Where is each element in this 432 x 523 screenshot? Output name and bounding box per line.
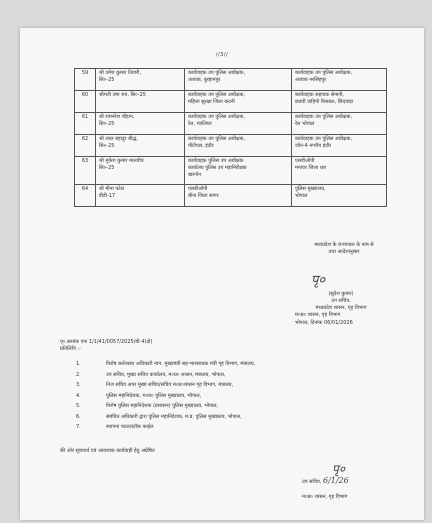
new-posting: कार्यवाहक उप पुलिस अधीक्षक, रेल भोपाल xyxy=(292,113,387,135)
officer-name: श्री लाल बहादुर बौद्ध, सि०-25 xyxy=(96,135,185,157)
serial-no: 61 xyxy=(75,113,96,135)
distribution-list xyxy=(76,361,396,435)
current-posting: एसडीओपी बीना जिला सागर xyxy=(185,185,292,207)
serial-no: 64 xyxy=(75,185,96,207)
table-row xyxy=(75,135,387,157)
new-posting: पुलिस मुख्यालय, भोपाल xyxy=(292,185,387,207)
table-row xyxy=(75,185,387,207)
current-posting: कार्यवाहक उप पुलिस अधीक्षक, रेल, ग्वालियर xyxy=(185,113,292,135)
signature-date xyxy=(302,476,349,485)
current-posting: कार्यवाहक उप पुलिस अधीक्षक, महिला सुरक्षा जिला कटनी xyxy=(185,91,292,113)
list-item: 1. विशेष कर्तव्यस्थ अधिकारी मान. मुख्यमंत्री सह-भारसाधक मंत्री गृह विभाग, मंत्रालय, xyxy=(76,361,256,367)
signatory-designation: उप सचिव, xyxy=(331,298,351,304)
signatory-name: (सुदेश कुमार) xyxy=(328,291,354,297)
date-line: भोपाल, दिनांक 06/01/2026 xyxy=(295,320,353,326)
signatory-dept: मध्यप्रदेश शासन, गृह विभाग xyxy=(315,305,367,311)
new-posting: कार्यवाहक सहायक सेनानी, छठवीं वाहिनी विसबल, छिंदवाड़ा xyxy=(292,91,387,113)
department-line: म०प्र० शासन, गृह विभाग xyxy=(302,494,348,500)
current-posting: कार्यवाहक उप पुलिस अधीक्षक, पीटीएस, इंदौर xyxy=(185,135,292,157)
current-posting: कार्यवाहक उप पुलिस अधीक्षक, अजाक, बुरहानपुर xyxy=(185,69,292,91)
table-row xyxy=(75,157,387,185)
copy-to-label: प्रतिलिपि :- xyxy=(60,346,81,352)
list-item: 2. उप सचिव, मुख्य सचिव कार्यालय, म०प्र० शासन, मंत्रालय, भोपाल, xyxy=(76,371,226,378)
endorsement-number: पृ० क्रमांक एफ 1/1/41/0057/2025/बी-4(दो) xyxy=(60,339,153,345)
table-row xyxy=(75,69,387,91)
officer-name: श्री उमेश कुमार तिवारी, सि०-25 xyxy=(96,69,185,91)
order-authority: मध्यप्रदेश के राज्यपाल के नाम से तथा आदेशानुसार xyxy=(314,242,374,255)
signature: पृ० xyxy=(311,273,326,288)
list-item: 6. संबंधित अधिकारी द्वारा पुलिस महानिदेशक, म.प्र. पुलिस मुख्यालय, भोपाल, xyxy=(76,413,242,420)
transfer-table xyxy=(74,68,387,207)
officer-name: श्री मुकेश कुमार मालवीय सि०-25 xyxy=(96,157,185,185)
list-item: 3. निज सचिव अपर मुख्य सचिव/सचिव म०प्र०शासन गृह विभाग, मंत्रालय, xyxy=(76,382,234,388)
serial-no: 60 xyxy=(75,91,96,113)
handwritten-date: 6/1/26 xyxy=(322,476,349,485)
serial-no: 59 xyxy=(75,69,96,91)
current-posting: कार्यवाहक पुलिस उप अधीक्षक कार्यालय पुलिस उप महानिरीक्षक खरगोन xyxy=(185,157,292,185)
designation-label: उप सचिव, xyxy=(302,479,322,485)
list-item: 7. स्थापना पटल/स्टॉक फाईल xyxy=(76,424,154,430)
new-posting: कार्यवाहक उप पुलिस अधीक्षक, अजाक नरसिंहपुर xyxy=(292,69,387,91)
page-number: //3// xyxy=(215,52,229,58)
officer-name: श्री मीना पटेल डीडी-17 xyxy=(96,185,185,207)
new-posting: एसडीओपी मनावर जिला धार xyxy=(292,157,387,185)
document-page xyxy=(20,28,424,520)
signature: पृ० xyxy=(332,462,346,476)
table-row xyxy=(75,91,387,113)
list-item: 4. पुलिस महानिदेशक, म०प्र० पुलिस मुख्यालय, भोपाल, xyxy=(76,392,202,399)
officer-name: श्री रामनरेश चौहान, सि०-25 xyxy=(96,113,185,135)
officer-name: श्रीमती उषा राय, सि०-25 xyxy=(96,91,185,113)
department-line: म०प्र० शासन, गृह विभाग xyxy=(295,312,341,318)
list-item: 5. विशेष पुलिस महानिदेशक (प्रशासन) पुलिस मुख्यालय, भोपाल, xyxy=(76,403,219,409)
new-posting: कार्यवाहक उप पुलिस अधीक्षक, जोन-4 नगरीय इंदौर xyxy=(292,135,387,157)
table-row xyxy=(75,113,387,135)
forwarding-note: की ओर सूचनार्थ एवं आवश्यक कार्यवाही हेतु अग्रेषित xyxy=(60,448,155,454)
serial-no: 62 xyxy=(75,135,96,157)
signatory-block xyxy=(296,291,386,312)
serial-no: 63 xyxy=(75,157,96,185)
